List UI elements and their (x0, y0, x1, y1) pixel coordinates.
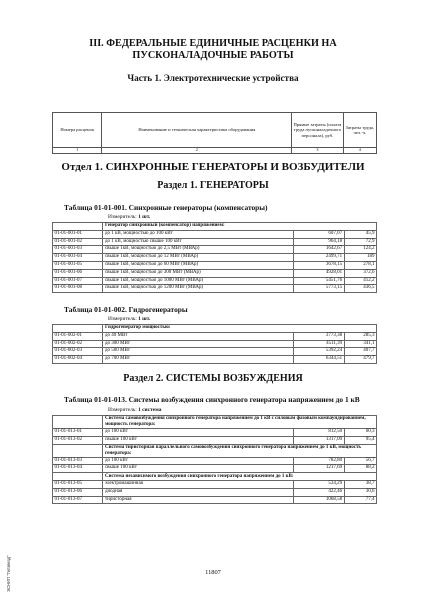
rate-labor: 56,7 (344, 457, 376, 465)
rate-labor: 60,3 (344, 429, 376, 437)
group-heading: Система самовозбуждения синхронного генератора напряжением до 1 кВ с силовым фазовым компаундированием, мощность генератора: (103, 416, 377, 429)
rate-cost: 1642,67 (294, 246, 344, 254)
rate-code: 01-01-001-01 (53, 230, 103, 238)
rate-labor: 30,6 (344, 488, 376, 496)
header-num-1: 1 (53, 148, 102, 154)
table2 (52, 324, 377, 364)
table3 (52, 415, 377, 504)
table1-meter (108, 214, 150, 220)
rate-labor: 45,9 (344, 230, 376, 238)
table-row (53, 261, 377, 269)
rate-cost: 534,29 (294, 480, 344, 488)
header-col-labor: Затраты труда, чел.-ч. (343, 113, 376, 148)
table-row (53, 277, 377, 285)
rate-code: 01-01-013-01 (53, 429, 103, 437)
rate-labor: 278,1 (344, 261, 376, 269)
header-table (52, 112, 377, 154)
rate-code: 01-01-013-07 (53, 496, 103, 504)
rate-description: свыше 100 кВт (103, 465, 294, 473)
meter-label: Измеритель: (108, 407, 137, 413)
rate-code: 01-01-013-02 (53, 436, 103, 444)
group-heading: Система тиристорная параллельного самовозбуждения синхронного генератора напряжением до 1 кВ, мощность генератора: (103, 444, 377, 457)
group-row (53, 444, 377, 457)
rate-labor: 407,7 (344, 348, 376, 356)
rate-cost: 4511,39 (294, 340, 344, 348)
rate-cost: 1217,69 (294, 465, 344, 473)
rate-description: свыше 1кВ, мощностью до 1200 МВт (МВАр) (103, 285, 294, 293)
rate-labor: 95,4 (344, 436, 376, 444)
rate-cost: 782,80 (294, 457, 344, 465)
table-row (53, 332, 377, 340)
rate-cost: 4928,01 (294, 269, 344, 277)
rate-cost: 607,07 (294, 230, 344, 238)
rate-code: 01-01-013-05 (53, 480, 103, 488)
rate-description: свыше 1кВ, мощностью до 1000 МВт (МВАр) (103, 277, 294, 285)
group-row (53, 473, 377, 481)
table-row (53, 285, 377, 293)
header-num-2: 2 (102, 148, 292, 154)
rate-cost: 1068,58 (294, 496, 344, 504)
rate-code: 01-01-013-06 (53, 488, 103, 496)
rate-cost: 2499,71 (294, 254, 344, 262)
rate-code: 01-01-001-08 (53, 285, 103, 293)
table-row (53, 488, 377, 496)
header-col-codes: Номера расценок (53, 113, 102, 148)
rate-cost: 1317,09 (294, 436, 344, 444)
table2-meter (108, 316, 150, 322)
rate-labor: 38,7 (344, 480, 376, 488)
rate-labor: 412,2 (344, 277, 376, 285)
meter-value: 1 шт. (138, 316, 151, 322)
table-row (53, 480, 377, 488)
rate-description: до 300 МВт (103, 340, 294, 348)
table-row (53, 238, 377, 246)
rate-description: свыше 1кВ, мощностью до 300 МВт (МВАр) (103, 269, 294, 277)
group-code-cell (53, 325, 103, 333)
rate-cost: 422,46 (294, 488, 344, 496)
rate-labor: 372,6 (344, 269, 376, 277)
rate-cost: 3678,15 (294, 261, 344, 269)
rate-code: 01-01-002-01 (53, 332, 103, 340)
rate-code: 01-01-001-07 (53, 277, 103, 285)
rate-description: тиристорная (103, 496, 294, 504)
rate-code: 01-01-002-04 (53, 356, 103, 364)
section2-heading: Раздел 2. СИСТЕМЫ ВОЗБУЖДЕНИЯ (123, 373, 303, 384)
table-row (53, 246, 377, 254)
rate-labor: 341,1 (344, 340, 376, 348)
rate-cost: 5773,15 (294, 285, 344, 293)
rate-description: диодная (103, 488, 294, 496)
table-row (53, 465, 377, 473)
rate-cost: 6344,51 (294, 356, 344, 364)
rate-description: до 500 МВт (103, 348, 294, 356)
table-row (53, 230, 377, 238)
meter-label: Измеритель: (108, 214, 137, 220)
group-code-cell (53, 416, 103, 429)
meter-value: 1 система (138, 407, 162, 413)
table3-title: Таблица 01-01-013. Системы возбуждения синхронного генератора напряжением до 1 кВ (64, 395, 360, 404)
header-col-cost: Прямые затраты (оплата труда пусконаладочного персонала), руб. (292, 113, 343, 148)
page-title-line2: ПУСКОНАЛАДОЧНЫЕ РАБОТЫ (132, 50, 294, 61)
rate-code: 01-01-002-02 (53, 340, 103, 348)
table2-title: Таблица 01-01-002. Гидрогенераторы (64, 305, 188, 314)
table-row (53, 457, 377, 465)
side-note: ЭСНИП "Гипзвезд" (6, 555, 11, 592)
table1 (52, 222, 377, 293)
table-row (53, 348, 377, 356)
rate-labor: 479,7 (344, 356, 376, 364)
rate-labor: 124,2 (344, 246, 376, 254)
rate-description: до 100 кВт (103, 457, 294, 465)
rate-code: 01-01-001-03 (53, 246, 103, 254)
rate-labor: 88,2 (344, 465, 376, 473)
page-title-line1: III. ФЕДЕРАЛЬНЫЕ ЕДИНИЧНЫЕ РАСЦЕНКИ НА (89, 38, 337, 49)
part-title: Часть 1. Электротехнические устройства (127, 73, 299, 83)
rate-description: до 40 МВт (103, 332, 294, 340)
table2-group: Гидрогенератор мощностью: (103, 325, 377, 333)
rate-cost: 3773,38 (294, 332, 344, 340)
table-row (53, 496, 377, 504)
table-row (53, 356, 377, 364)
group-heading: Система независимого возбуждения синхронного генератора напряжением до 1 кВ: (103, 473, 377, 481)
rate-labor: 72,9 (344, 238, 376, 246)
header-num-4: 4 (343, 148, 376, 154)
table-row (53, 436, 377, 444)
rate-labor: 285,3 (344, 332, 376, 340)
header-col-name: Наименование и техническая характеристика оборудования (102, 113, 292, 148)
rate-labor: 436,5 (344, 285, 376, 293)
rate-code: 01-01-001-05 (53, 261, 103, 269)
table3-meter (108, 407, 161, 413)
table-row (53, 269, 377, 277)
table-row (53, 340, 377, 348)
rate-cost: 5392,24 (294, 348, 344, 356)
rate-description: электромашинная (103, 480, 294, 488)
rate-cost: 5451,76 (294, 277, 344, 285)
rate-description: до 700 МВт (103, 356, 294, 364)
rate-description: свыше 1кВ, мощностью до 60 МВт (МВАр) (103, 261, 294, 269)
header-num-3: 3 (292, 148, 343, 154)
rate-code: 01-01-001-04 (53, 254, 103, 262)
group-row (53, 416, 377, 429)
rate-code: 01-01-001-02 (53, 238, 103, 246)
meter-label: Измеритель: (108, 316, 137, 322)
rate-description: свыше 100 кВт (103, 436, 294, 444)
section1-heading: Раздел 1. ГЕНЕРАТОРЫ (157, 180, 269, 191)
group-code-cell (53, 444, 103, 457)
table-row (53, 254, 377, 262)
table1-title: Таблица 01-01-001. Синхронные генераторы (компенсаторы) (64, 203, 268, 212)
rate-code: 01-01-013-04 (53, 465, 103, 473)
table-row (53, 429, 377, 437)
meter-value: 1 шт. (138, 214, 151, 220)
rate-labor: 189 (344, 254, 376, 262)
rate-cost: 964,18 (294, 238, 344, 246)
rate-description: до 1 кВ, мощностью до 100 кВт (103, 230, 294, 238)
rate-cost: 812,50 (294, 429, 344, 437)
rate-description: до 100 кВт (103, 429, 294, 437)
rate-code: 01-01-002-03 (53, 348, 103, 356)
rate-description: до 1 кВ, мощностью свыше 100 кВт (103, 238, 294, 246)
rate-code: 01-01-013-03 (53, 457, 103, 465)
page-title (0, 38, 426, 62)
dept-heading: Отдел 1. СИНХРОННЫЕ ГЕНЕРАТОРЫ И ВОЗБУДИТЕЛИ (61, 161, 365, 173)
table1-group: Генератор синхронный (компенсатор) напряжением: (103, 223, 377, 231)
group-code-cell (53, 473, 103, 481)
rate-labor: 77,4 (344, 496, 376, 504)
page-number: 11807 (205, 569, 221, 576)
rate-description: свыше 1кВ, мощностью до 2,5 МВт (МВАр) (103, 246, 294, 254)
rate-code: 01-01-001-06 (53, 269, 103, 277)
group-code-cell (53, 223, 103, 231)
rate-description: свыше 1кВ, мощностью до 12 МВт (МВАр) (103, 254, 294, 262)
